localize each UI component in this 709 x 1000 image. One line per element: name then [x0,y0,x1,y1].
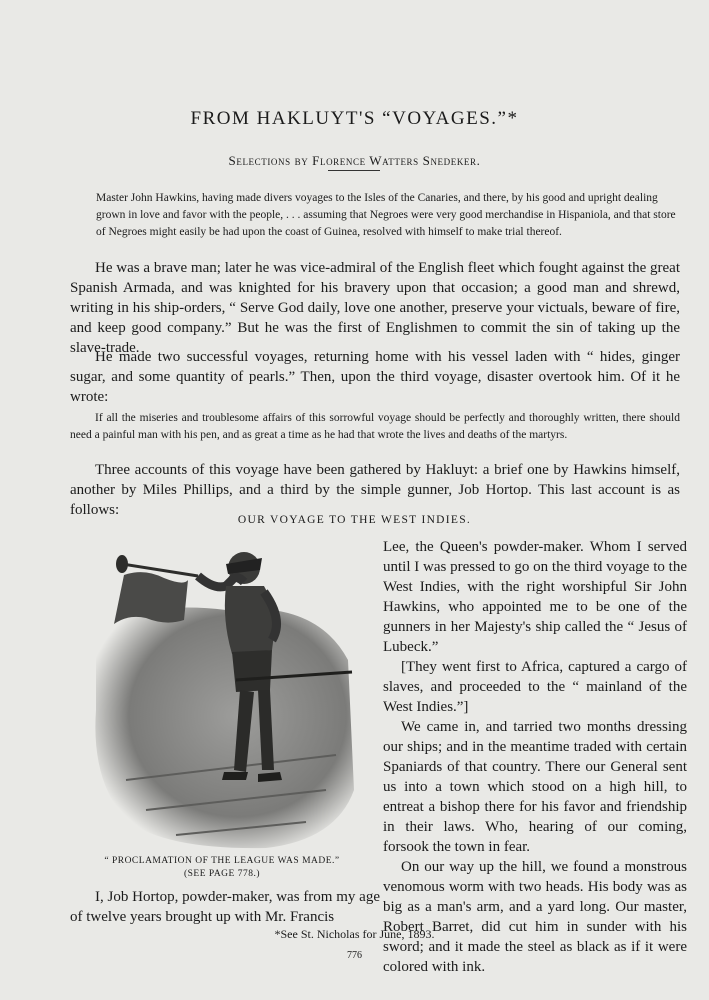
right-column-paragraph: Lee, the Queen's powder-maker. Whom I served until I was pressed to go on the third voyage to the West Indies, with the right worshipful Sir John Hawkins, who appointed me to be one of the gunners in her Majesty's ship called the “ Jesus of Lubeck.” [383,539,687,655]
figure-caption [86,855,358,881]
title-divider [328,170,380,171]
intro-paragraph: Master John Hawkins, having made divers voyages to the Isles of the Canaries, and there, by his good and upright dealing grown in love and favor with the people, . . . assuming that Negroes were very good merchandise in Hispaniola, and that store of Negroes might easily be had upon the coast of Guinea, resolved with himself to make trial thereof. [96,192,676,238]
block-quote: If all the miseries and troublesome affairs of this sorrowful voyage should be perfectly and thoroughly written, there should need a painful man with his pen, and as great a time as he had that wrote the lives and deaths of the martyrs. [70,412,680,441]
right-column-paragraph: [They went first to Africa, captured a cargo of slaves, and proceeded to the “ mainland of the West Indies.”] [383,659,687,715]
page-title: FROM HAKLUYT'S “VOYAGES.”* [190,108,519,129]
body-paragraph-2: He made two successful voyages, returning home with his vessel laden with “ hides, ginger sugar, and some quantity of pearls.” Then, upon the third voyage, disaster overtook him. Of it he wrote: [70,349,680,405]
section-heading: OUR VOYAGE TO THE WEST INDIES. [237,514,472,526]
illustration-trumpeter [86,540,358,852]
body-paragraph-3: Three accounts of this voyage have been gathered by Hakluyt: a brief one by Hawkins himself, another by Miles Phillips, and a third by the simple gunner, Job Hortop. This last account is as follows: [70,462,680,518]
caption-title: “ PROCLAMATION OF THE LEAGUE WAS MADE.” [104,856,340,866]
right-column-paragraph: On our way up the hill, we found a monstrous venomous worm with two heads. His body was as big as a man's arm, and a yard long. Our master, Robert Barret, did cut him in sunder with his sword; and it made the steel as black as if it were colored with ink. [383,859,687,975]
caption-reference: (SEE PAGE 778.) [183,869,261,879]
right-column [383,537,687,977]
body-paragraph-1: He was a brave man; later he was vice-admiral of the English fleet which fought against the great Spanish Armada, and was knighted for his bravery upon that occasion; a good man and shrewd, writing in his ship-orders, “ Serve God daily, love one another, preserve your victuals, beware of fire, and keep good company.” But he was the first of Englishmen to commit the sin of taking up the slave-trade. [70,260,680,356]
trumpeter-illustration-image [86,540,358,852]
right-column-paragraph: We came in, and tarried two months dressing our ships; and in the meantime traded with certain Spaniards of that country. There our General sent us into a town which stood on a high hill, to entreat a bishop there for his favor and friendship in their laws. Who, hearing of our coming, forsook the town in fear. [383,719,687,855]
byline: Selections by Florence Watters Snedeker. [228,153,481,168]
footnote: *See St. Nicholas for June, 1893. [274,927,435,941]
left-column-text: I, Job Hortop, powder-maker, was from my age of twelve years brought up with Mr. Francis [70,889,380,925]
page-number: 776 [347,950,362,961]
